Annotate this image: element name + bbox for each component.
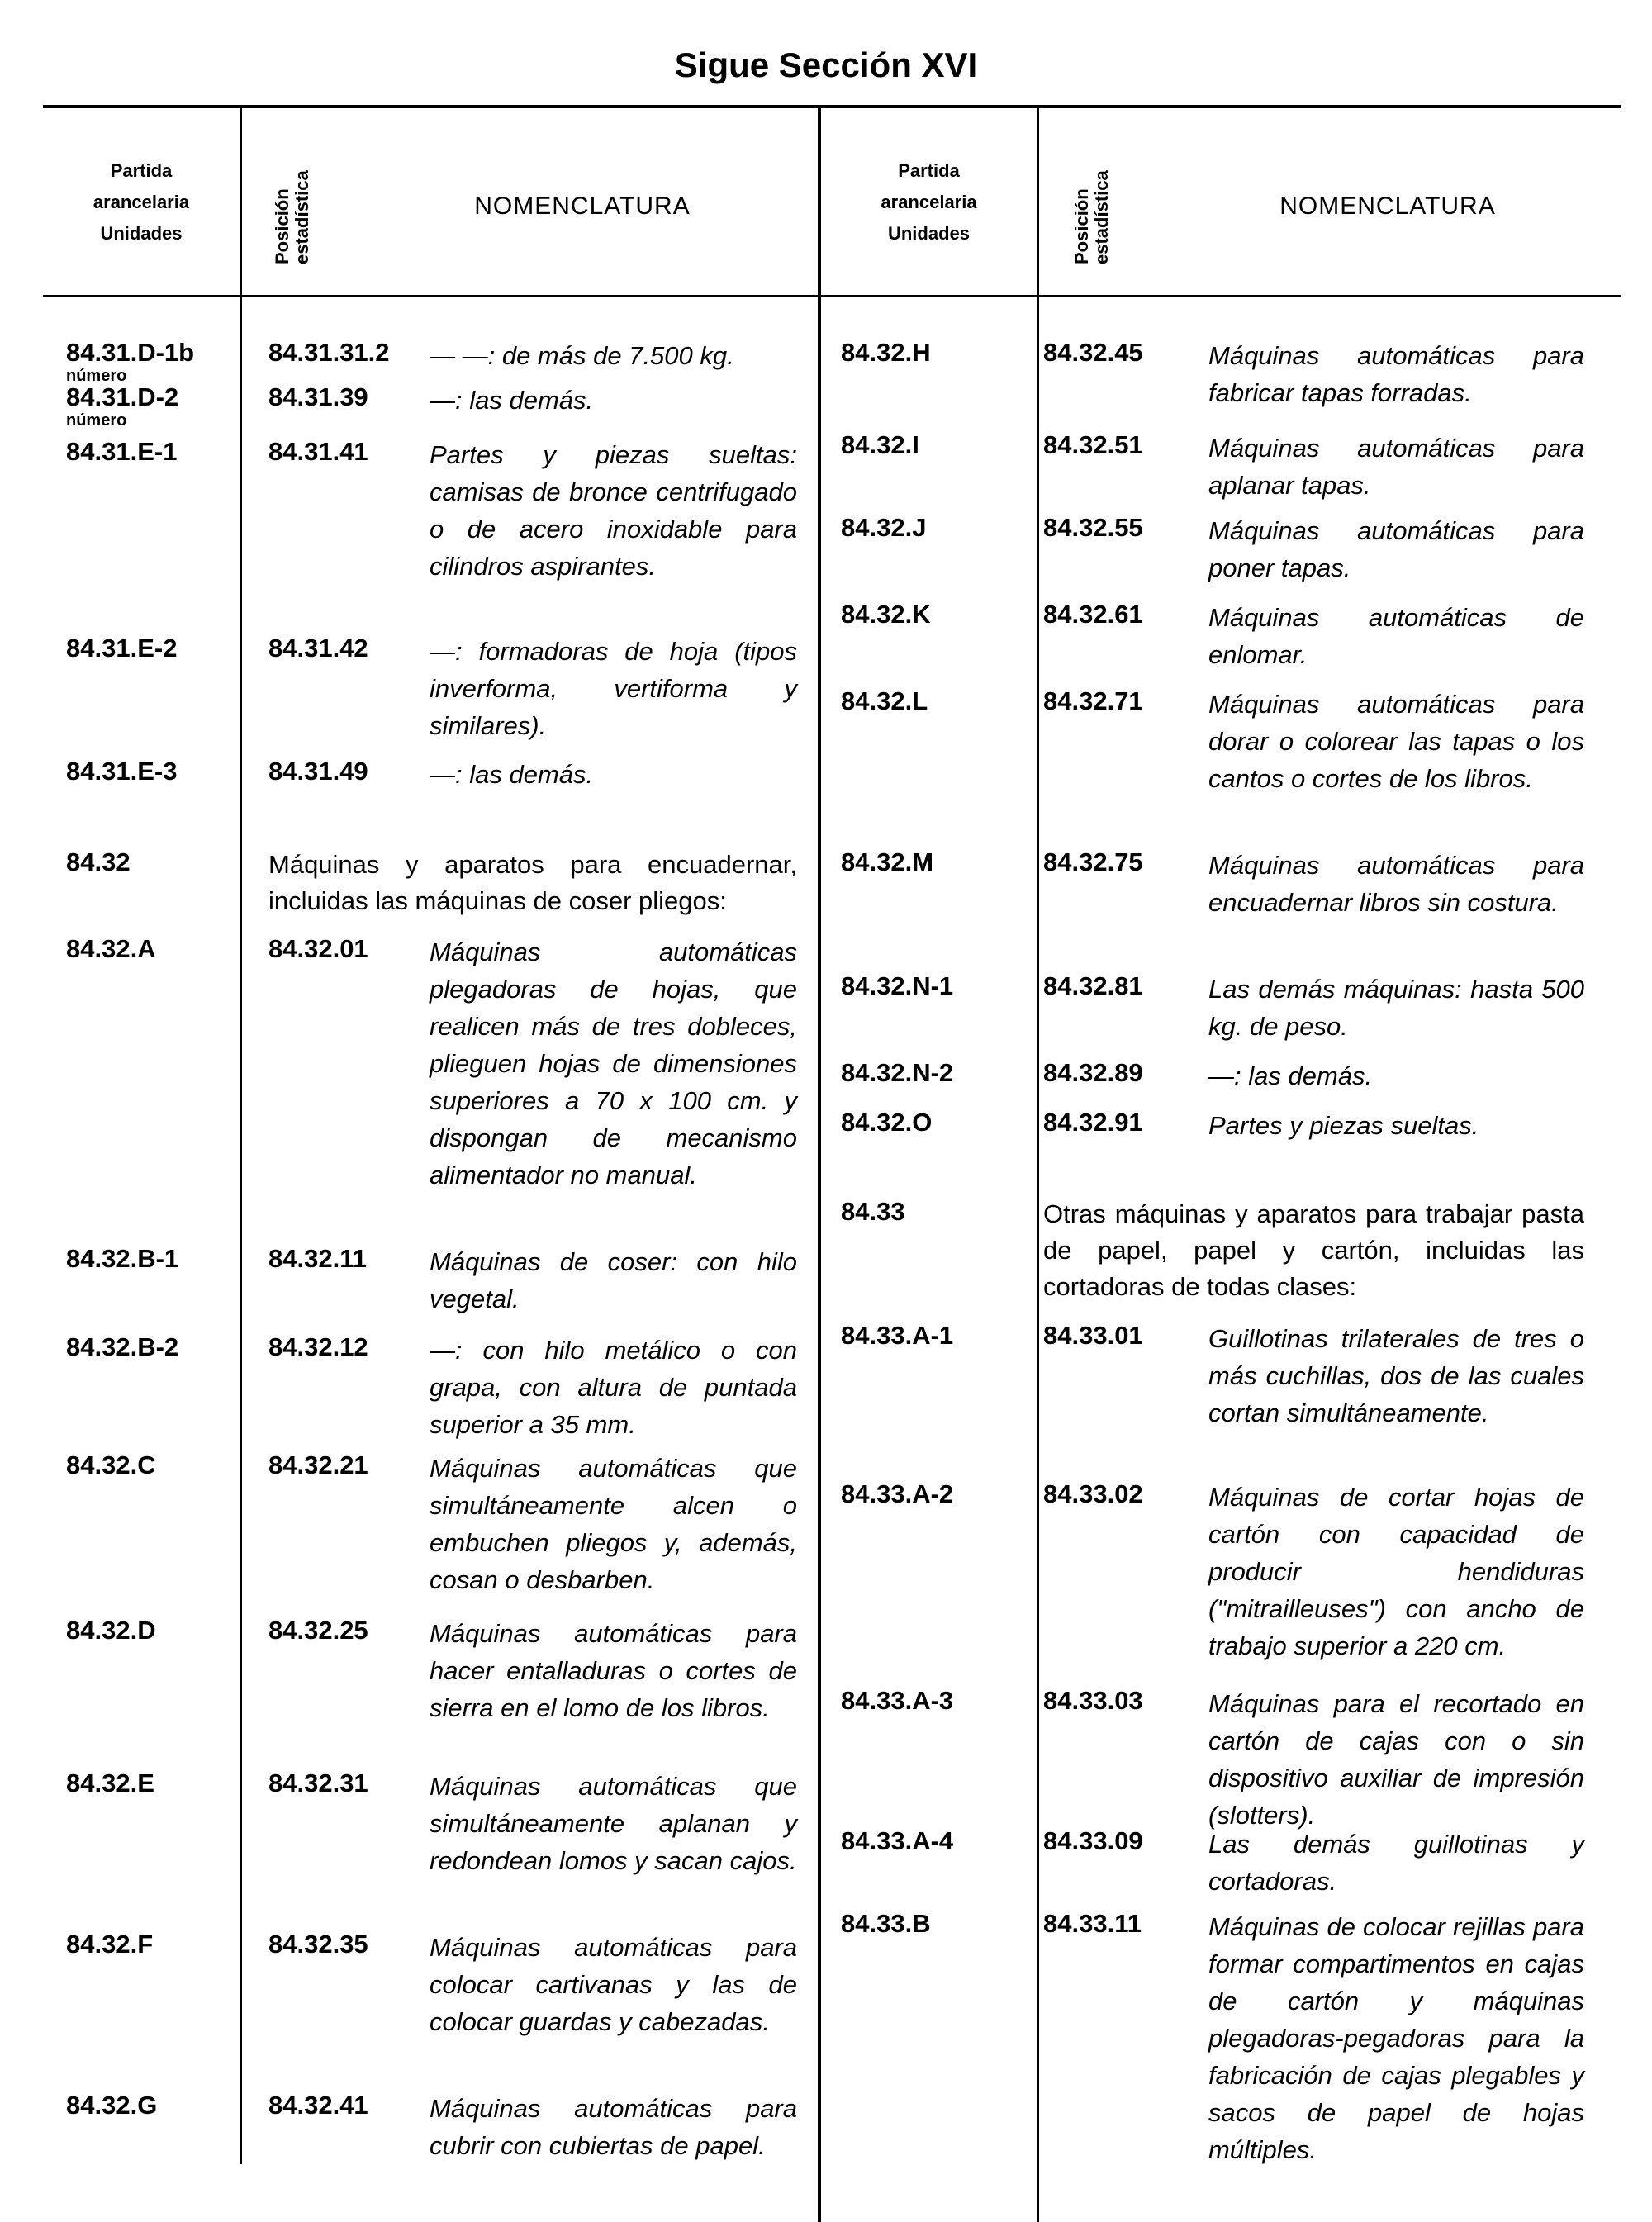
posicion-estadistica: 84.32.45 — [1043, 338, 1143, 367]
nomenclatura-description: —: las demás. — [1208, 1061, 1373, 1090]
header-partida-line3: Unidades — [887, 223, 970, 244]
partida-code — [841, 1196, 905, 1227]
posicion-estadistica: 84.31.49 — [268, 757, 368, 786]
partida-code-value: 84.33 — [841, 1197, 905, 1226]
partida-code — [841, 686, 928, 717]
posicion-estadistica: 84.31.31.2 — [268, 338, 390, 367]
partida-code — [66, 1929, 153, 1960]
partida-code-value: 84.32.M — [841, 847, 934, 876]
partida-code — [66, 933, 156, 965]
nomenclatura-description: —: las demás. — [430, 760, 594, 789]
posicion-estadistica: 84.32.35 — [268, 1930, 368, 1958]
posicion-estadistica: 84.31.42 — [268, 634, 368, 662]
posicion-estadistica: 84.33.11 — [1043, 1909, 1142, 1938]
partida-code-value: 84.32.C — [66, 1450, 156, 1479]
partida-code — [66, 382, 178, 428]
nomenclatura-description: Máquinas automáticas de enlomar. — [1208, 603, 1584, 669]
posicion-estadistica: 84.33.03 — [1043, 1686, 1143, 1715]
nomenclatura-description: —: las demás. — [430, 386, 594, 415]
partida-code-value: 84.32.F — [66, 1930, 154, 1958]
posicion-estadistica: 84.31.39 — [268, 382, 368, 411]
partida-code-value: 84.33.A-1 — [841, 1321, 954, 1350]
nomenclatura-description: Máquinas de cortar hojas de cartón con capacidad de producir hendiduras ("mitrailleuses") con ancho de trabajo superior a 220 cm. — [1208, 1483, 1584, 1660]
partida-code — [66, 2090, 157, 2121]
nomenclatura-description: Máquinas automáticas para poner tapas. — [1208, 516, 1584, 582]
partida-code-value: 84.32.H — [841, 338, 931, 367]
heading-description: Máquinas y aparatos para encuadernar, incluidas las máquinas de coser pliegos: — [268, 850, 797, 915]
partida-code-value: 84.33.A-2 — [841, 1479, 954, 1508]
posicion-estadistica: 84.32.25 — [268, 1616, 368, 1645]
nomenclatura-description: Máquinas automáticas para encuadernar libros sin costura. — [1208, 851, 1584, 917]
posicion-estadistica: 84.32.41 — [268, 2091, 368, 2120]
partida-code — [841, 512, 926, 544]
posicion-estadistica: 84.33.01 — [1043, 1321, 1143, 1350]
partida-code-value: 84.31.D-2 — [66, 382, 179, 411]
header-posicion-line2: estadística — [1091, 170, 1112, 264]
partida-code — [841, 1320, 953, 1351]
posicion-estadistica: 84.32.12 — [268, 1332, 368, 1361]
posicion-estadistica: 84.32.11 — [268, 1244, 367, 1273]
partida-code — [66, 1615, 156, 1646]
partida-code-value: 84.32.N-1 — [841, 971, 954, 1000]
partida-code — [66, 756, 177, 787]
partida-code — [841, 1057, 953, 1089]
partida-code-value: 84.31.E-3 — [66, 757, 178, 786]
partida-code-note: número — [66, 411, 127, 430]
partida-code — [66, 847, 131, 878]
partida-code-value: 84.31.E-1 — [66, 437, 178, 466]
partida-code — [66, 337, 194, 383]
nomenclatura-description: Máquinas automáticas para fabricar tapas forradas. — [1208, 341, 1584, 407]
partida-code-value: 84.32.E — [66, 1769, 154, 1797]
nomenclatura-description: Máquinas de coser: con hilo vegetal. — [430, 1247, 797, 1313]
partida-code — [841, 1685, 953, 1716]
header-partida-left — [43, 145, 240, 260]
header-nomenclatura-right: NOMENCLATURA — [1279, 192, 1496, 220]
partida-code — [841, 1826, 953, 1857]
partida-code — [841, 337, 931, 368]
partida-code — [841, 599, 931, 630]
header-partida-line3: Unidades — [100, 223, 183, 244]
partida-code-value: 84.32.O — [841, 1108, 933, 1137]
partida-code-value: 84.32.B-2 — [66, 1332, 179, 1361]
header-posicion-right — [1072, 170, 1112, 264]
nomenclatura-description: Máquinas automáticas para aplanar tapas. — [1208, 434, 1584, 500]
partida-code — [841, 1479, 953, 1510]
top-rule — [43, 105, 1621, 108]
nomenclatura-description: Máquinas automáticas que simultáneamente aplanan y redondean lomos y sacan cajos. — [430, 1772, 797, 1875]
header-partida-line1: Partida — [898, 160, 960, 181]
posicion-estadistica: 84.32.71 — [1043, 686, 1143, 715]
posicion-estadistica: 84.33.09 — [1043, 1826, 1143, 1855]
right-column-divider — [1037, 107, 1039, 2222]
posicion-estadistica: 84.32.01 — [268, 934, 368, 963]
partida-code — [841, 430, 919, 461]
partida-code-value: 84.32.A — [66, 934, 156, 963]
partida-code — [841, 971, 953, 1002]
partida-code-value: 84.32.G — [66, 2091, 158, 2120]
partida-code-value: 84.32.K — [841, 600, 931, 629]
partida-code-value: 84.31.E-2 — [66, 634, 178, 662]
partida-code-value: 84.32.L — [841, 686, 928, 715]
partida-code-value: 84.31.D-1b — [66, 338, 195, 367]
heading-description: Otras máquinas y aparatos para trabajar pasta de papel, papel y cartón, incluidas las cortadoras de todas clases: — [1043, 1199, 1584, 1301]
partida-code — [66, 1450, 156, 1481]
header-partida-right — [821, 145, 1037, 260]
nomenclatura-description: Las demás máquinas: hasta 500 kg. de peso. — [1208, 975, 1584, 1041]
header-posicion-line1: Posición — [272, 188, 292, 264]
partida-code-value: 84.33.A-3 — [841, 1686, 954, 1715]
partida-code-value: 84.32.N-2 — [841, 1058, 954, 1087]
nomenclatura-description: Máquinas automáticas para hacer entalladuras o cortes de sierra en el lomo de los libros. — [430, 1619, 797, 1722]
partida-code-note: número — [66, 367, 127, 385]
partida-code — [841, 847, 933, 878]
partida-code — [66, 633, 177, 664]
nomenclatura-description: —: formadoras de hoja (tipos inverforma, vertiforma y similares). — [430, 637, 797, 740]
partida-code-value: 84.32 — [66, 847, 131, 876]
posicion-estadistica: 84.31.41 — [268, 437, 368, 466]
nomenclatura-description: Máquinas para el recortado en cartón de cajas con o sin dispositivo auxiliar de impresión (slotters). — [1208, 1689, 1584, 1830]
posicion-estadistica: 84.32.31 — [268, 1769, 368, 1797]
posicion-estadistica: 84.32.75 — [1043, 847, 1143, 876]
nomenclatura-description: Guillotinas trilaterales de tres o más cuchillas, dos de las cuales cortan simultáneamente. — [1208, 1324, 1584, 1427]
nomenclatura-description: Las demás guillotinas y cortadoras. — [1208, 1830, 1584, 1896]
posicion-estadistica: 84.32.61 — [1043, 600, 1143, 629]
posicion-estadistica: 84.32.21 — [268, 1450, 368, 1479]
partida-code-value: 84.32.J — [841, 513, 927, 542]
partida-code — [66, 1243, 178, 1275]
nomenclatura-description: Partes y piezas sueltas: camisas de bronce centrifugado o de acero inoxidable para cilindros aspirantes. — [430, 440, 797, 581]
header-posicion-line2: estadística — [292, 170, 312, 264]
nomenclatura-description: —: con hilo metálico o con grapa, con altura de puntada superior a 35 mm. — [430, 1336, 797, 1439]
posicion-estadistica: 84.32.91 — [1043, 1108, 1143, 1137]
posicion-estadistica: 84.33.02 — [1043, 1479, 1143, 1508]
header-partida-line2: arancelaria — [881, 192, 977, 212]
nomenclatura-description: Máquinas de colocar rejillas para formar compartimentos en cajas de cartón y máquinas plegadoras-pegadoras para la fabricación de cajas plegables y sacos de papel de hojas múltiples. — [1208, 1912, 1584, 2164]
partida-code — [66, 436, 177, 468]
nomenclatura-description: Máquinas automáticas para colocar cartivanas y las de colocar guardas y cabezadas. — [430, 1933, 797, 2036]
nomenclatura-description: Máquinas automáticas para dorar o colorear las tapas o los cantos o cortes de los libros. — [1208, 690, 1584, 793]
posicion-estadistica: 84.32.51 — [1043, 430, 1143, 459]
partida-code-value: 84.32.D — [66, 1616, 156, 1645]
nomenclatura-description: Máquinas automáticas para cubrir con cubiertas de papel. — [430, 2094, 797, 2160]
nomenclatura-description: Partes y piezas sueltas. — [1208, 1111, 1479, 1140]
partida-code-value: 84.32.B-1 — [66, 1244, 179, 1273]
partida-code-value: 84.33.A-4 — [841, 1826, 954, 1855]
nomenclatura-description: Máquinas automáticas plegadoras de hojas, que realicen más de tres dobleces, plieguen hojas de dimensiones superiores a 70 x 100 cm. y dispongan de mecanismo alimentador no manual. — [430, 938, 797, 1189]
nomenclatura-description: Máquinas automáticas que simultáneamente alcen o embuchen pliegos y, además, cosan o desbarben. — [430, 1454, 797, 1594]
header-partida-line2: arancelaria — [93, 192, 190, 212]
nomenclatura-description: — —: de más de 7.500 kg. — [430, 341, 734, 370]
partida-code — [841, 1908, 931, 1940]
partida-code-value: 84.32.I — [841, 430, 919, 459]
partida-code — [841, 1107, 932, 1138]
page-title: Sigue Sección XVI — [674, 45, 978, 84]
posicion-estadistica: 84.32.81 — [1043, 971, 1143, 1000]
posicion-estadistica: 84.32.55 — [1043, 513, 1143, 542]
center-divider — [818, 107, 821, 2222]
posicion-estadistica: 84.32.89 — [1043, 1058, 1143, 1087]
partida-code — [66, 1332, 178, 1363]
header-rule — [43, 295, 1621, 297]
header-partida-line1: Partida — [110, 160, 173, 181]
header-nomenclatura-left: NOMENCLATURA — [474, 192, 691, 220]
header-posicion-line1: Posición — [1071, 188, 1092, 264]
left-column-divider — [240, 107, 242, 2164]
header-posicion-left — [273, 170, 312, 264]
partida-code — [66, 1768, 154, 1799]
partida-code-value: 84.33.B — [841, 1909, 931, 1938]
